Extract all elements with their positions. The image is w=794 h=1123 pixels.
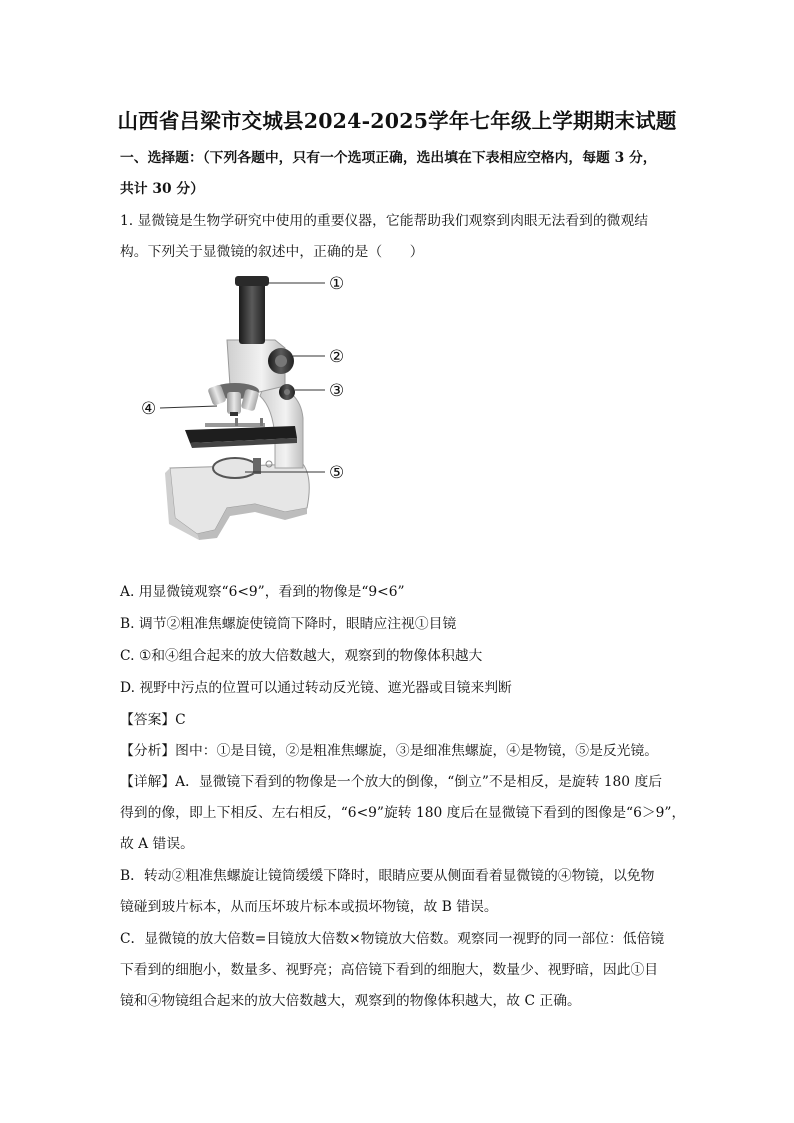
explanation-b-line-1: B．转动②粗准焦螺旋让镜筒缓缓下降时，眼睛应要从侧面看着显微镜的④物镜，以免物 <box>120 868 655 884</box>
section-header-line-1: 一、选择题：（下列各题中，只有一个选项正确，选出填在下表相应空格内，每题 3 分， <box>120 150 657 166</box>
label-2: ② <box>329 347 345 367</box>
option-a: A. 用显微镜观察“6<9”，看到的物像是“9<6” <box>120 584 405 600</box>
label-4: ④ <box>141 399 157 419</box>
explanation-a-line-2: 得到的像，即上下相反、左右相反，“6<9”旋转 180 度后在显微镜下看到的图像是“6＞9”， <box>120 805 686 821</box>
explanation-c-line-3: 镜和④物镜组合起来的放大倍数越大，观察到的物像体积越大，故 C 正确。 <box>120 993 581 1009</box>
label-3: ③ <box>329 381 345 401</box>
section-header-line-2: 共计 30 分） <box>120 181 204 197</box>
explanation-a-line-3: 故 A 错误。 <box>120 836 194 852</box>
explanation-c-line-1: C．显微镜的放大倍数=目镜放大倍数×物镜放大倍数。观察同一视野的同一部位：低倍镜 <box>120 931 665 947</box>
microscope-figure <box>135 268 370 546</box>
analysis-line: 【分析】图中：①是目镜，②是粗准焦螺旋，③是细准焦螺旋，④是物镜，⑤是反光镜。 <box>120 743 659 759</box>
explanation-c-line-2: 下看到的细胞小，数量多、视野亮；高倍镜下看到的细胞大，数量少、视野暗，因此①目 <box>120 962 659 978</box>
label-1: ① <box>329 274 345 294</box>
label-5: ⑤ <box>329 463 345 483</box>
page-title: 山西省吕梁市交城县2024-2025学年七年级上学期期末试题 <box>117 109 677 133</box>
question-stem-line-2: 构。下列关于显微镜的叙述中，正确的是（ ） <box>120 244 424 260</box>
question-stem-line-1: 1. 显微镜是生物学研究中使用的重要仪器，它能帮助我们观察到肉眼无法看到的微观结 <box>120 213 649 229</box>
explanation-a-line-1: 【详解】A．显微镜下看到的物像是一个放大的倒像，“倒立”不是相反，是旋转 180 度后 <box>120 774 663 790</box>
option-c: C. ①和④组合起来的放大倍数越大，观察到的物像体积越大 <box>120 648 483 664</box>
option-d: D. 视野中污点的位置可以通过转动反光镜、遮光器或目镜来判断 <box>120 680 512 696</box>
explanation-b-line-2: 镜碰到玻片标本，从而压坏玻片标本或损坏物镜，故 B 错误。 <box>120 899 498 915</box>
option-b: B. 调节②粗准焦螺旋使镜筒下降时，眼睛应注视①目镜 <box>120 616 457 632</box>
answer-line: 【答案】C <box>120 712 186 728</box>
